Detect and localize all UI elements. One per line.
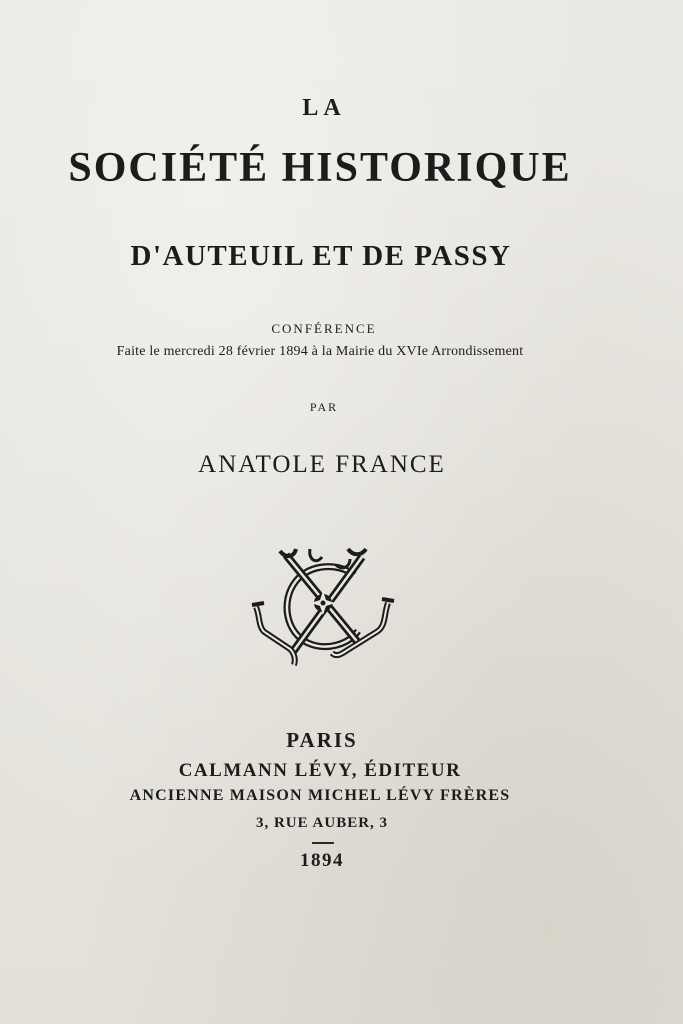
imprint-former-house: ANCIENNE MAISON MICHEL LÉVY FRÈRES <box>129 787 511 804</box>
title-article: LA <box>302 95 346 121</box>
imprint-year: 1894 <box>300 850 344 871</box>
publisher-monogram-icon <box>250 545 395 675</box>
genre-detail: Faite le mercredi 28 février 1894 à la Mairie du XVIe Arrondissement <box>116 344 524 359</box>
page-title: SOCIÉTÉ HISTORIQUE <box>68 145 572 191</box>
byline-label: PAR <box>309 400 339 414</box>
imprint-city: PARIS <box>286 728 358 752</box>
imprint-publisher: CALMANN LÉVY, ÉDITEUR <box>178 760 462 781</box>
imprint-divider <box>312 842 334 844</box>
author-name: ANATOLE FRANCE <box>198 451 446 478</box>
imprint-address: 3, RUE AUBER, 3 <box>255 815 389 831</box>
page-subtitle: D'AUTEUIL ET DE PASSY <box>130 240 512 272</box>
genre-label: CONFÉRENCE <box>271 321 377 336</box>
